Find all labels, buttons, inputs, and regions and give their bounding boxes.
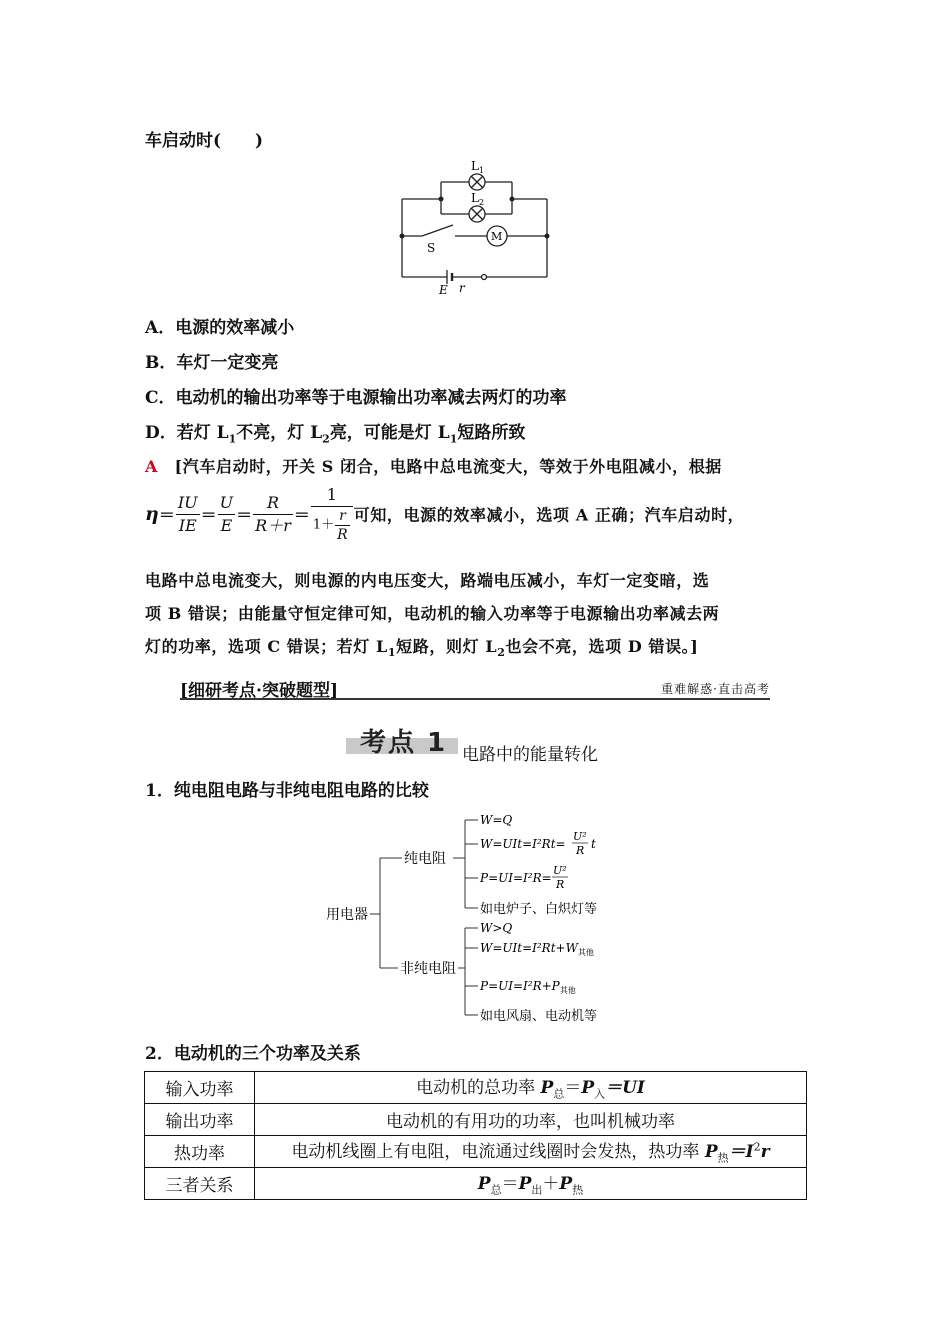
fraction-iu-ie: $\frac{IU}{IE}$ — [177, 492, 198, 535]
answer-line-4: 项 B 错误；由能量守恒定律可知，电动机的输入功率等于电源输出功率减去两 — [145, 604, 720, 623]
row-name: 输入功率 — [145, 1072, 255, 1104]
pure-w-frac-den: R — [576, 844, 585, 857]
pure-example: 如电炉子、白炽灯等 — [480, 902, 598, 917]
row-desc: 电动机的总功率 $P_总=P_入=UI$ — [255, 1072, 807, 1104]
banner-left: [细研考点·突破题型] — [180, 681, 339, 701]
table-row — [145, 1136, 807, 1168]
label-l1: $L_1$ — [471, 159, 485, 175]
pure-w-tail: t — [591, 837, 596, 851]
tree-pure: 纯电阻 — [404, 851, 446, 867]
question-stem: 车启动时( ) — [145, 131, 264, 151]
row-desc: 电动机的有用功的功率，也叫机械功率 — [255, 1104, 807, 1136]
section2-heading: 2．电动机的三个功率及关系 — [145, 1044, 361, 1064]
terminal — [482, 275, 487, 280]
pure-w-eq-q: W=Q — [480, 813, 513, 827]
label-m: M — [491, 230, 503, 243]
label-s: S — [427, 241, 436, 255]
nonpure-example: 如电风扇、电动机等 — [480, 1009, 598, 1024]
pure-w-formula: W=UIt=I²Rt= — [480, 837, 566, 851]
label-l2: $L_2$ — [471, 191, 485, 207]
pure-p-frac-num: U² — [553, 864, 567, 877]
fraction-r-rr: $\frac{R}{R+r}$ — [255, 492, 291, 535]
table-row — [145, 1072, 807, 1104]
row-name: 热功率 — [145, 1136, 255, 1168]
answer-line-1: A [汽车启动时，开关 S 闭合，电路中总电流变大，等效于外电阻减小，根据 — [145, 457, 722, 476]
tree-diagram — [320, 808, 640, 1028]
row-desc: 电动机线圈上有电阻，电流通过线圈时会发热，热功率 $P_热=I^2r$ — [255, 1136, 807, 1168]
kaodian-badge: 考点 1 — [346, 724, 458, 754]
pure-p-formula: P=UI=I²R= — [480, 871, 552, 885]
pure-w-frac-num: U² — [573, 830, 587, 843]
row-desc: $P_总=P_出+P_热$ — [255, 1168, 807, 1200]
pure-p-frac-den: R — [556, 878, 565, 891]
tree-nonpure: 非纯电阻 — [400, 961, 456, 977]
banner-right: 重难解惑·直击高考 — [661, 682, 770, 696]
nonpure-w-formula: $W=UIt=I^2Rt+W_{其他}$ — [480, 941, 594, 957]
option-c: C．电动机的输出功率等于电源输出功率减去两灯的功率 — [145, 388, 567, 408]
circuit-diagram — [395, 158, 557, 300]
answer-letter: A — [145, 457, 159, 476]
section-banner — [180, 676, 770, 700]
kaodian-title: 电路中的能量转化 — [462, 745, 598, 765]
fraction-compound: 1 1＋ $\frac{r}{R}$ — [311, 484, 353, 544]
answer-line-5: 灯的功率，选项 C 错误；若灯 $L_1$短路，则灯 $L_2$也会不亮，选项 D 错误。] — [145, 637, 699, 660]
label-e: E — [439, 283, 448, 297]
switch-s — [422, 225, 453, 236]
junction-dot — [400, 234, 405, 239]
section1-heading: 1．纯电阻电路与非纯电阻电路的比较 — [145, 781, 429, 801]
table-row — [145, 1168, 807, 1200]
option-a: A．电源的效率减小 — [145, 318, 295, 338]
nonpure-w-gt-q: W>Q — [480, 921, 513, 935]
row-name: 输出功率 — [145, 1104, 255, 1136]
junction-dot — [545, 234, 550, 239]
nonpure-p-formula: $P=UI=I^2R+P_{其他}$ — [480, 979, 576, 995]
table-row — [145, 1104, 807, 1136]
row-name: 三者关系 — [145, 1168, 255, 1200]
fraction-u-e: $\frac{U}{E}$ — [219, 492, 234, 535]
option-d: D．若灯 $L_1$不亮，灯 $L_2$亮，可能是灯 $L_1$短路所致 — [145, 423, 526, 446]
option-b: B．车灯一定变亮 — [145, 353, 279, 373]
junction-dot — [439, 197, 444, 202]
junction-dot — [510, 197, 515, 202]
tree-root: 用电器 — [326, 907, 368, 923]
power-table — [144, 1071, 807, 1200]
answer-formula-line: η＝ $\frac{IU}{IE}$ ＝ $\frac{U}{E}$ ＝ $\frac{R}{R+r}$ ＝ 1 1＋ $\frac{r}{R}$ 可知，电源的效率减小，选项 A 正确；汽车启动时， — [145, 485, 745, 543]
label-r: r — [459, 281, 465, 295]
answer-line-3: 电路中总电流变大，则电源的内电压变大，路端电压减小，车灯一定变暗，选 — [145, 571, 710, 590]
